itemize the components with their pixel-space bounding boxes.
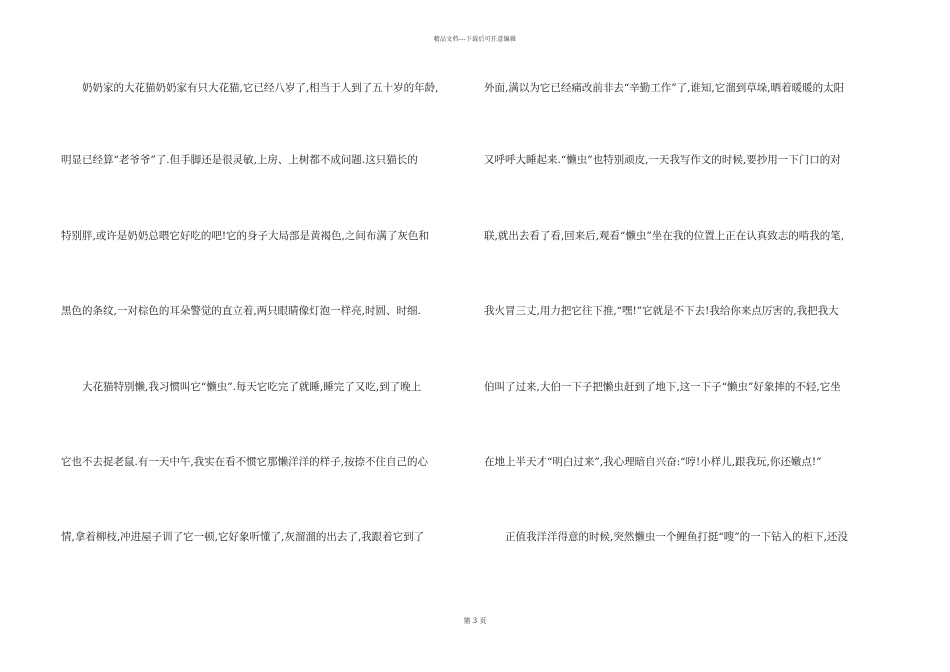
- text-line: 我火冒三丈,用力把它往下推,“嘿!”它就是不下去!我给你来点厉害的,我把我大: [484, 305, 839, 317]
- text-line: 大花猫特别懒,我习惯叫它“懒虫”.每天它吃完了就睡,睡完了又吃,到了晚上: [82, 381, 422, 393]
- text-line: 联,就出去看了看,回来后,观看“懒虫”坐在我的位置上正在认真致志的啃我的笔,: [484, 230, 845, 242]
- text-line: 伯叫了过来,大伯一下子把懒虫赶到了地下,这一下子“懒虫”好象摔的不轻,它坐: [484, 381, 841, 393]
- text-line: 情,拿着柳枝,冲进屋子训了它一顿,它好象听懂了,灰溜溜的出去了,我跟着它到了: [61, 531, 425, 543]
- text-line: 在地上半天才“明白过来”,我心理暗自兴奋:“哼!小样儿,跟我玩,你还嫩点!”: [484, 456, 822, 468]
- text-line: 它也不去捉老鼠.有一天中午,我实在看不惯它那懒洋洋的样子,按捺不住自己的心: [61, 456, 429, 468]
- page-number: 第 3 页: [463, 617, 487, 625]
- text-line: 特别胖,或许是奶奶总喂它好吃的吧!它的身子大局部是黄褐色,之间布满了灰色和: [61, 230, 429, 242]
- text-line: 奶奶家的大花猫奶奶家有只大花猫,它已经八岁了,相当于人到了五十岁的年龄,: [82, 82, 439, 94]
- text-line: 又呼呼大睡起来.“懒虫”也特别顽皮,一天我写作文的时候,要抄用一下门口的对: [484, 154, 841, 166]
- text-line: 正值我洋洋得意的时候,突然懒虫一个鲤鱼打挺“嗖”的一下钻入的柜下,还没: [505, 531, 848, 543]
- page-header: 精品文档---下载后可任意编辑: [433, 36, 517, 43]
- text-line: 黑色的条纹,一对棕色的耳朵警觉的直立着,两只眼睛像灯泡一样亮,时圆、时细.: [61, 305, 421, 317]
- text-line: 明显已经算“老爷爷”了.但手脚还是很灵敏,上房、上树都不成问题.这只猫长的: [61, 154, 418, 166]
- text-line: 外面,满以为它已经痛改前非去“辛勤工作”了,谁知,它溜到草垛,晒着暖暖的太阳: [484, 82, 845, 94]
